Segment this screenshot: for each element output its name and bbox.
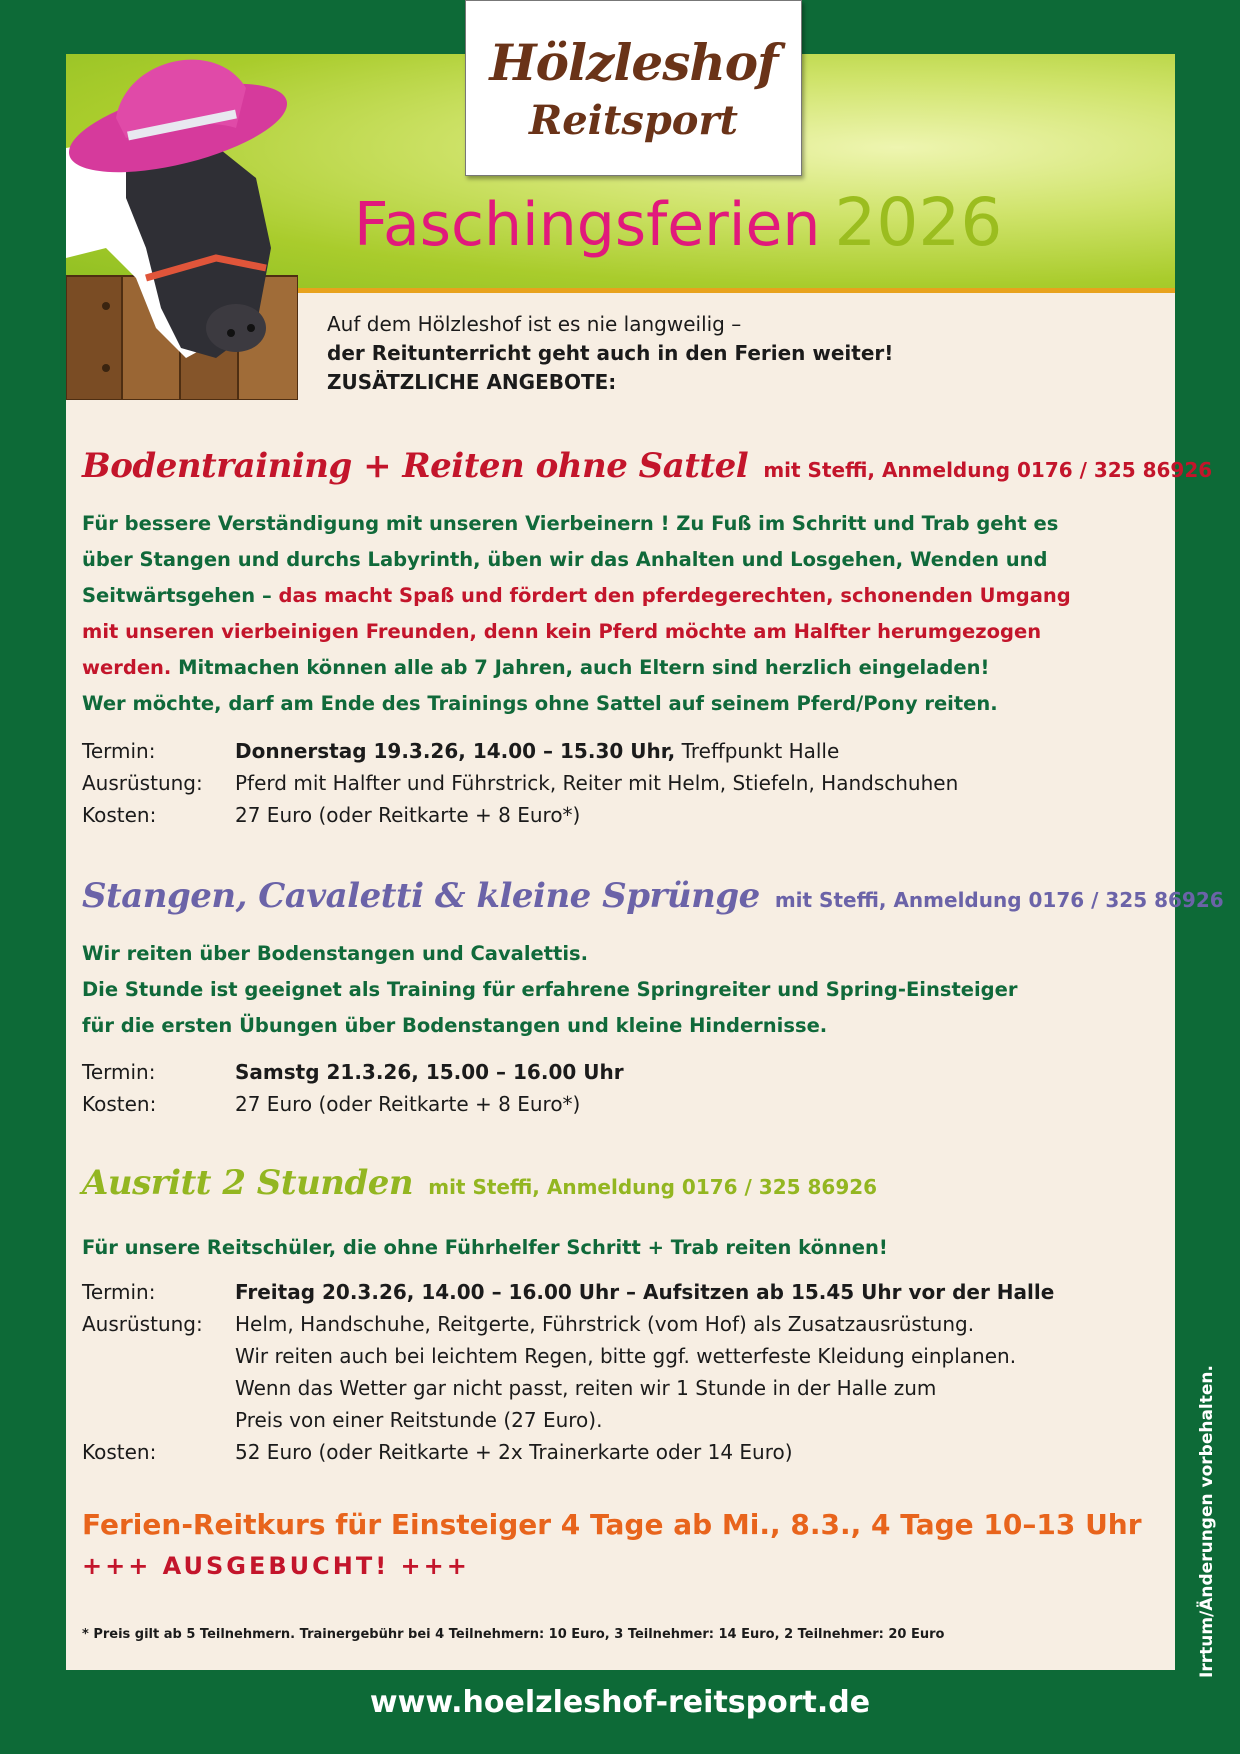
- ausruestung-value-1: Helm, Handschuhe, Reitgerte, Führstrick (vom Hof) als Zusatzausrüstung.: [235, 1312, 975, 1336]
- intro-line-2: der Reitunterricht geht auch in den Ferien weiter!: [327, 341, 894, 365]
- kosten-label: Kosten:: [82, 1440, 157, 1464]
- title-main: Faschingsferien: [354, 190, 821, 260]
- kosten-label: Kosten:: [82, 803, 157, 827]
- kosten-value: 27 Euro (oder Reitkarte + 8 Euro*): [235, 803, 581, 827]
- kosten-label: Kosten:: [82, 1092, 157, 1116]
- intro-line-3: ZUSÄTZLICHE ANGEBOTE:: [327, 370, 617, 394]
- section-1-line-5: werden. Mitmachen können alle ab 7 Jahren, auch Eltern sind herzlich eingeladen!: [82, 656, 990, 679]
- course-announcement: Ferien-Reitkurs für Einsteiger 4 Tage ab Mi., 8.3., 4 Tage 10–13 Uhr: [82, 1508, 1142, 1541]
- section-3-heading: [82, 1163, 877, 1203]
- horse-with-hat-image: [66, 28, 298, 400]
- ausruestung-label: Ausrüstung:: [82, 1312, 203, 1336]
- termin-label: Termin:: [82, 1280, 156, 1304]
- logo-subtitle: Reitsport: [528, 97, 739, 144]
- website-link[interactable]: www.hoelzleshof-reitsport.de: [369, 1685, 871, 1720]
- section-1-line-2: über Stangen und durchs Labyrinth, üben wir das Anhalten und Losgehen, Wenden und: [82, 548, 1048, 571]
- footnote: * Preis gilt ab 5 Teilnehmern. Trainergebühr bei 4 Teilnehmern: 10 Euro, 3 Teilnehmer: 14 Euro, 2 Teilnehmer: 20 Euro: [82, 1627, 945, 1642]
- kosten-value: 52 Euro (oder Reitkarte + 2x Trainerkarte oder 14 Euro): [235, 1440, 793, 1464]
- section-1-contact: mit Steffi, Anmeldung 0176 / 325 86926: [763, 458, 1213, 482]
- section-3-line-1: Für unsere Reitschüler, die ohne Führhelfer Schritt + Trab reiten können!: [82, 1236, 888, 1259]
- termin-value: Samstg 21.3.26, 15.00 – 16.00 Uhr: [235, 1060, 624, 1084]
- section-1-description: [82, 506, 1071, 722]
- title-year: 2026: [834, 184, 1003, 261]
- intro-text: [327, 310, 893, 397]
- section-2-line-2: Die Stunde ist geeignet als Training für erfahrene Springreiter und Spring-Einsteiger: [82, 978, 1018, 1001]
- section-2-contact: mit Steffi, Anmeldung 0176 / 325 86926: [774, 888, 1224, 912]
- section-1-line-4: mit unseren vierbeinigen Freunden, denn kein Pferd möchte am Halfter herumgezogen: [82, 620, 1042, 643]
- disclaimer-note: Irrtum/Änderungen vorbehalten.: [1197, 1365, 1217, 1678]
- section-1-line-6: Wer möchte, darf am Ende des Trainings ohne Sattel auf seinem Pferd/Pony reiten.: [82, 692, 998, 715]
- course-status: +++ AUSGEBUCHT! +++: [82, 1552, 470, 1580]
- logo-box: [465, 0, 802, 176]
- section-2-line-3: für die ersten Übungen über Bodenstangen und kleine Hindernisse.: [82, 1014, 828, 1037]
- intro-line-1: Auf dem Hölzleshof ist es nie langweilig –: [327, 312, 742, 336]
- kosten-value: 27 Euro (oder Reitkarte + 8 Euro*): [235, 1092, 581, 1116]
- ausruestung-value: Pferd mit Halfter und Führstrick, Reiter mit Helm, Stiefeln, Handschuhen: [235, 771, 959, 795]
- section-3-contact: mit Steffi, Anmeldung 0176 / 325 86926: [428, 1175, 878, 1199]
- ausruestung-value-3: Wenn das Wetter gar nicht passt, reiten wir 1 Stunde in der Halle zum: [235, 1376, 937, 1400]
- section-1-line-3: Seitwärtsgehen – das macht Spaß und fördert den pferdegerechten, schonenden Umgang: [82, 584, 1071, 607]
- termin-label: Termin:: [82, 739, 156, 763]
- ausruestung-value-2: Wir reiten auch bei leichtem Regen, bitte ggf. wetterfeste Kleidung einplanen.: [235, 1344, 1017, 1368]
- page-title: [354, 184, 1003, 261]
- termin-label: Termin:: [82, 1060, 156, 1084]
- ausruestung-label: Ausrüstung:: [82, 771, 203, 795]
- termin-value: Freitag 20.3.26, 14.00 – 16.00 Uhr – Aufsitzen ab 15.45 Uhr vor der Halle: [235, 1280, 1055, 1304]
- section-2-heading: [82, 876, 1224, 916]
- section-1-heading: [82, 446, 1212, 486]
- section-2-title: Stangen, Cavaletti & kleine Sprünge: [82, 876, 760, 916]
- ausruestung-value-4: Preis von einer Reitstunde (27 Euro).: [235, 1408, 603, 1432]
- section-3-description: [82, 1230, 888, 1266]
- section-2-description: [82, 936, 1018, 1044]
- section-1-line-1: Für bessere Verständigung mit unseren Vierbeinern ! Zu Fuß im Schritt und Trab geht es: [82, 512, 1059, 535]
- termin-value: Donnerstag 19.3.26, 14.00 – 15.30 Uhr,: [235, 739, 676, 763]
- section-2-line-1: Wir reiten über Bodenstangen und Cavalettis.: [82, 942, 589, 965]
- section-1-title: Bodentraining + Reiten ohne Sattel: [82, 446, 749, 486]
- section-3-title: Ausritt 2 Stunden: [82, 1163, 414, 1203]
- logo-title: Hölzleshof: [489, 33, 778, 92]
